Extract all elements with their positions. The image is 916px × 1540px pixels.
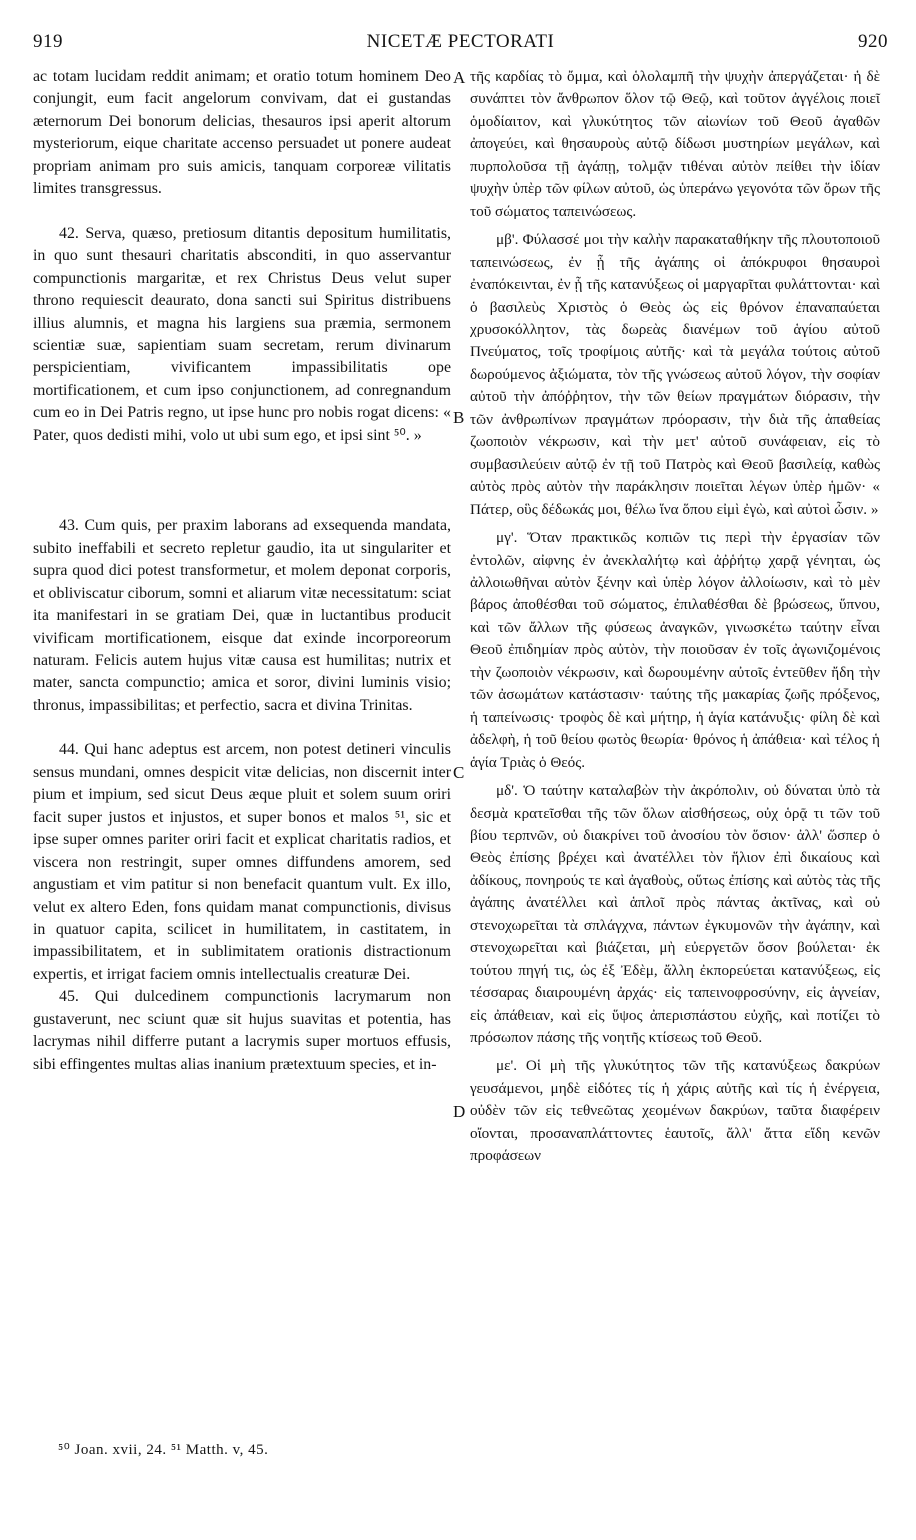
footnotes: ⁵⁰ Joan. xvii, 24. ⁵¹ Matth. v, 45. — [58, 1442, 269, 1458]
greek-paragraph-intro: τῆς καρδίας τὸ ὄμμα, καὶ ὁλολαμπῆ τὴν ψυχὴν ἀπεργάζεται· ἡ δὲ συνάπτει τὸν ἄνθρωπον ὅλον τῷ Θεῷ, καὶ τοῦτον ἀγγέλοις ποιεῖ ὁμοδίαιτον, καὶ γλυκύτητος τῶν αἰωνίων τοῦ Θεοῦ ἀγαθῶν ἀπογεύει, καὶ θησαυροὺς αὐτῷ δίδωσι μυστηρίων μεγάλων, καὶ πυρπολοῦσα τῇ ἀγάπῃ, τολμᾷν τιθέναι αὐτὸν πείθει τὴν ἰδίαν ψυχὴν ὑπὲρ τῶν φίλων αὐτοῦ, ὡς ὑπεράνω γεγονότα τῶν ὅρων τῆς τοῦ σώματος ταπεινώσεως. — [470, 68, 880, 220]
latin-paragraph-45: 45. Qui dulcedinem compunctionis lacrymarum non gustaverunt, nec sciunt quæ sit hujus suavitas et potentia, has lacrymas nihil differre putant a lacrymis super mortuos effusis, sibi effingentes multas alias inanium prætextuum species, et in- — [33, 988, 451, 1073]
margin-marker-c: C — [453, 763, 465, 782]
page-header — [33, 31, 888, 57]
greek-paragraph-43: μγ'. Ὅταν πρακτικῶς κοπιῶν τις περὶ τὴν ἐργασίαν τῶν ἐντολῶν, αἰφνης ἐν ἀνεκλαλήτῳ καὶ ἀῤῥήτῳ χαρᾷ γένηται, ὡς ἀλλοιωθῆναι αὐτὸν ξένην καὶ ὑπὲρ λόγον ἀλλοίωσιν, καὶ τὸ μὲν βάρος ἀποθέσθαι τοῦ σώματος, ἐπιλαθέσθαι δὲ βρώσεως, ὕπνου, καὶ τῶν ἄλλων τῆς φύσεως ἀναγκῶν, γινωσκέτω ταύτην εἶναι Θεοῦ ἐπιδημίαν πρὸς αὐτὸν, τὴν ποιοῦσαν ἐν τοῖς ἀγωνιζομένοις τὴν ζωοποιὸν νέκρωσιν, καὶ δωρουμένην αὐτοῖς ἐντεῦθεν ἤδη τὴν τῶν ἀσωμάτων κατάστασιν· ταύτης τῆς μακαρίας ζωῆς πρόξενος, ἡ ταπείνωσις· τροφὸς δὲ καὶ μήτηρ, ἡ ἁγία κατάνυξις· φίλη δὲ καὶ ἀδελφὴ, ἡ τοῦ θείου φωτὸς θεωρία· θρόνος ἡ ἀπάθεια· καὶ τέλος ἡ ἁγία Τριὰς ὁ Θεός. — [470, 529, 880, 771]
latin-paragraph-42: 42. Serva, quæso, pretiosum ditantis depositum humilitatis, in quo sunt thesauri charitatis absconditi, in quo asservantur compunctionis margaritæ, et rex Christus Deus velut super throno requiescit deaurato, dona sancti sui Spiritus distribuens illius alumnis, et magna his largiens sua præmia, sermonem scientiæ suæ, sapientiam suam secretam, rerum divinarum perspicientiam, vivificantem impassibilitatis ope mortificationem, et cum ipso conjunctionem, ad conregnandum cum eo in Dei Patris regno, ut ipse hunc pro nobis rogat dicens: « Pater, quos dedisti mihi, volo ut ubi sum ego, et ipsi sint ⁵⁰. » — [33, 224, 451, 444]
page-number-right: 920 — [858, 31, 888, 52]
latin-paragraph-intro: ac totam lucidam reddit animam; et oratio totum hominem Deo conjungit, eum facit angelorum convivam, dat ei gustandas æternorum Dei bonorum delicias, thesauros ipsi aperit altorum mysteriorum, eique charitate accenso persuadet ut ponere audeat propriam animam pro suis amicis, tanquam corporeæ vilitatis limites transgressus. — [33, 68, 451, 198]
latin-paragraph-44: 44. Qui hanc adeptus est arcem, non potest detineri vinculis sensus mundani, omnes despicit vitæ delicias, non discernit inter pium et impium, sed sicut Deus æque pluit et solem suum oriri facit super justos et injustos, et super bonos et malos ⁵¹, sic et ipse super omnes pariter oriri facit et explicat charitatis radios, et viscera non restringit, super omnes diffundens amorem, sed angustiam et vim patitur si non benefacit quantum vult. Ex illo, velut ex altero Eden, fons quidam manat compunctionis, divisus in quatuor capita, scilicet in humilitatem, in castitatem, in impassibilitatem, et in sublimitatem orationis distractionum expertis, et irrigat faciem omnis intellectualis creaturæ Dei. — [33, 741, 451, 983]
page-number-left: 919 — [33, 31, 63, 52]
margin-marker-a: A — [453, 68, 466, 87]
latin-paragraph-43: 43. Cum quis, per praxim laborans ad exsequenda mandata, subito ineffabili et secreto repletur gaudio, ita ut singulariter et supra quod dici potest transformetur, et molem deponat corporis, et obliviscatur ciborum, somni et aliarum vitæ necessitatum: sciat ita manifestari in se gratiam Dei, quæ in luctantibus producit vivificam mortificationem, eisque dat exinde incorporeorum naturam. Felicis autem hujus vitæ causa est humilitas; nutrix et mater, sancta compunctio; amica et soror, divini luminis visio; thronus, impassibilitas; et perfectio, sacra et divina Trinitas. — [33, 517, 451, 714]
greek-paragraph-44: μδ'. Ὁ ταύτην καταλαβὼν τὴν ἀκρόπολιν, οὐ δύναται ὑπὸ τὰ δεσμὰ κρατεῖσθαι τῆς τῶν ὅλων αἰσθήσεως, οὐχ ὁρᾷ τι τῶν τοῦ βίου τερπνῶν, οὐ διακρίνει τοῦ ἀνοσίου τὸν ὅσιον· ἀλλ' ὥσπερ ὁ Θεὸς ἐπίσης βρέχει καὶ ἀνατέλλει τὸν ἥλιον ἐπὶ δικαίους καὶ ἀδίκους, πονηρούς τε καὶ ἀγαθοὺς, οὕτως ἐπίσης καὶ αὐτὸς τὰς τῆς ἀγάπης ἀνατέλλει καὶ ἁπλοῖ πρὸς πάντας ἀκτῖνας, καὶ οὐ στενοχωρεῖται τὰ σπλάγχνα, πάντων ἐγκυμονῶν τὴν ἀγάπην, καὶ στενοχωρεῖται καὶ βιάζεται, μὴ εὐεργετῶν ὅσον βούλεται· ἐκ τούτου πηγή τις, ὡς ἐξ Ἐδὲμ, ἄλλη ἐκπορεύεται κατανύξεως, εἰς τέσσαρας διαιρουμένη ἀρχάς· εἰς ταπεινοφροσύνην, εἰς ἁγνείαν, εἰς ἀπάθειαν, καὶ εἰς ὕψος ἀπερισπάστου εὐχῆς, καὶ ποτίζει τὸ πρόσωπον πάσης τῆς νοητῆς κτίσεως τοῦ Θεοῦ. — [470, 782, 880, 1047]
margin-marker-d: D — [453, 1102, 466, 1121]
greek-column — [470, 66, 880, 1168]
greek-paragraph-45: με'. Οἱ μὴ τῆς γλυκύτητος τῶν τῆς κατανύξεως δακρύων γευσάμενοι, μηδὲ εἰδότες τίς ἡ χάρις αὐτῆς καὶ τίς ἡ ἐνέργεια, οὐδὲν τῶν εἰς τεθνεῶτας χεομένων δακρύων, ταῦτα διαφέρειν οἴονται, προσαναπλάττοντες ἑαυτοῖς, ἄλλ' ἄττα εἴδη κενῶν προφάσεων — [470, 1057, 880, 1165]
margin-marker-b: B — [453, 408, 465, 427]
running-title: NICETÆ PECTORATI — [366, 31, 555, 52]
greek-paragraph-42: μβ'. Φύλασσέ μοι τὴν καλὴν παρακαταθήκην τῆς πλουτοποιοῦ ταπεινώσεως, ἐν ᾗ τῆς ἀγάπης οἱ ἀπόκρυφοι θησαυροὶ ἐναπόκεινται, ἐν ᾗ τῆς κατανύξεως οἱ μαργαρῖται φυλάττονται· καὶ ὁ βασιλεὺς Χριστὸς ὁ Θεὸς ὡς εἰς θρόνον ἐπαναπαύεται χρυσοκόλλητον, τὰς δωρεὰς διανέμων τοῦ ἁγίου αὐτοῦ Πνεύματος, τοῖς τροφίμοις αὐτῆς· καὶ τὰ μεγάλα τούτοις αὐτοῦ δωρούμενος ἀξιώματα, τὸν τῆς γνώσεως αὐτοῦ λόγον, τὴν σοφίαν αὐτοῦ τὴν ἀπόῤῥητον, τὴν τῶν θείων πραγμάτων διόρασιν, τὴν τῶν ἀνθρωπίνων πραγμάτων πρόορασιν, τὴν διὰ τῆς ἀπαθείας ζωοποιὸν νέκρωσιν, καὶ τὴν μετ' αὐτοῦ συνάφειαν, εἰς τὸ συμβασιλεύειν αὐτῷ ἐν τῇ τοῦ Πατρὸς καὶ Θεοῦ βασιλείᾳ, καθὼς αὐτὸς πρὸς αὐτὸν τὴν παράκλησιν ποιεῖται λέγων ὑπὲρ ἡμῶν· « Πάτερ, οὓς δέδωκάς μοι, θέλω ἵνα ὅπου εἰμὶ ἐγὼ, καὶ αὐτοὶ ὦσιν. » — [470, 231, 880, 518]
latin-column — [33, 66, 451, 1076]
